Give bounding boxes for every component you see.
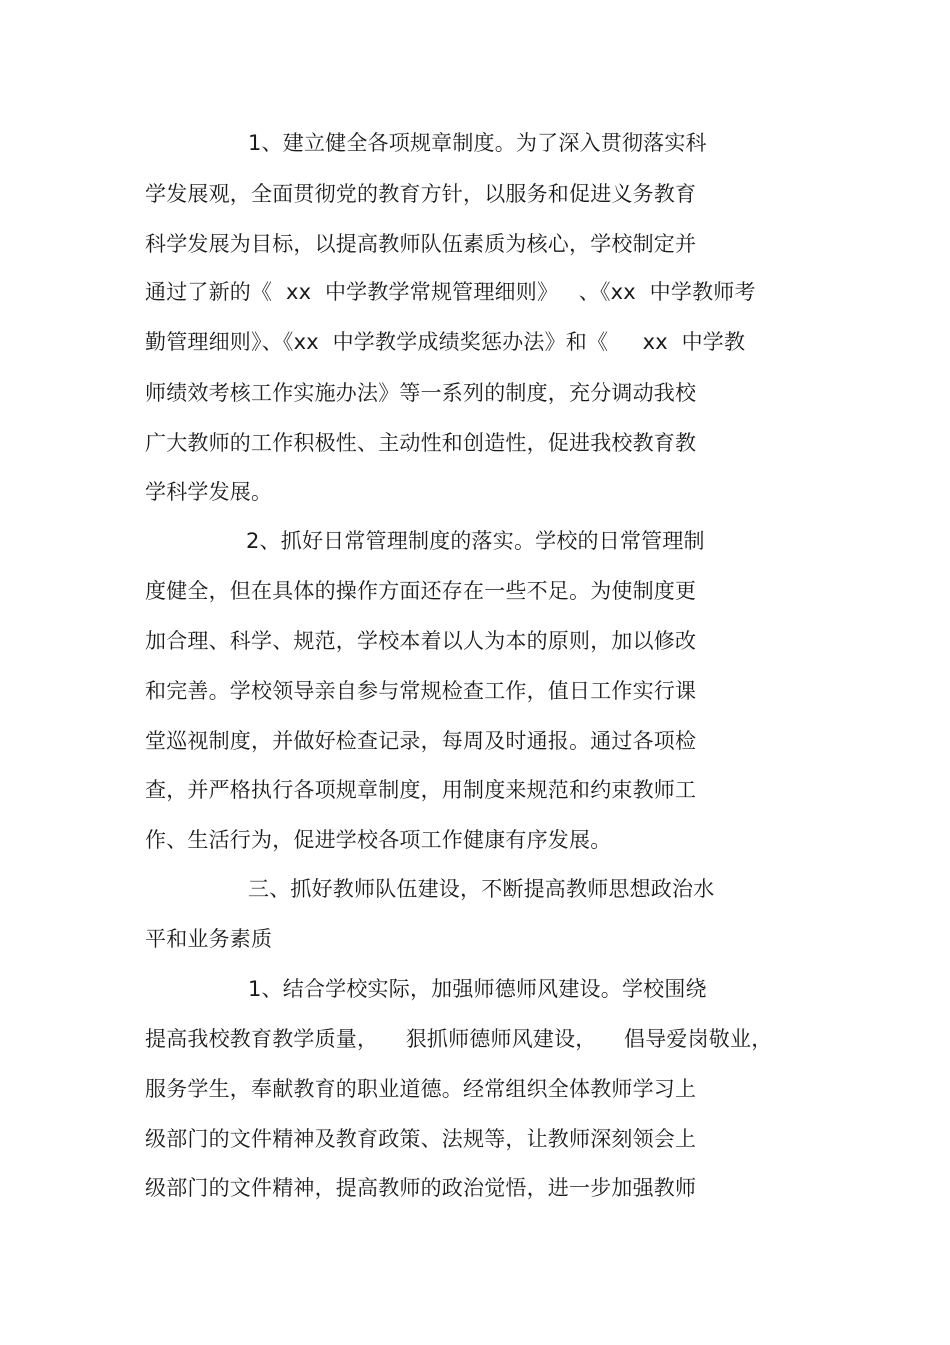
paragraph-1-line-2: 学发展观，全面贯彻党的教育方针，以服务和促进义务教育	[145, 182, 697, 206]
paragraph-1-line-1: 1、建立健全各项规章制度。为了深入贯彻落实科	[248, 131, 707, 155]
paragraph-2-line-4: 和完善。学校领导亲自参与常规检查工作，值日工作实行课	[145, 679, 697, 703]
paragraph-2-line-6: 查，并严格执行各项规章制度，用制度来规范和约束教师工	[145, 778, 697, 802]
section-heading-line-1: 三、抓好教师队伍建设，不断提高教师思想政治水	[248, 877, 715, 901]
paragraph-3-line-5: 级部门的文件精神，提高教师的政治觉悟，进一步加强教师	[145, 1176, 697, 1200]
section-heading-line-2: 平和业务素质	[145, 927, 273, 951]
paragraph-1-line-8: 学科学发展。	[145, 480, 273, 504]
paragraph-3-line-2: 提高我校教育教学质量， 狠抓师德师风建设， 倡导爱岗敬业，	[145, 1027, 773, 1051]
paragraph-1-line-3: 科学发展为目标，以提高教师队伍素质为核心，学校制定并	[145, 232, 697, 256]
paragraph-3-line-3: 服务学生，奉献教育的职业道德。经常组织全体教师学习上	[145, 1077, 697, 1101]
paragraph-2-line-1: 2、抓好日常管理制度的落实。学校的日常管理制	[246, 529, 705, 553]
paragraph-2-line-5: 堂巡视制度，并做好检查记录，每周及时通报。通过各项检	[145, 729, 697, 753]
paragraph-3-line-1: 1、结合学校实际，加强师德师风建设。学校围绕	[248, 977, 707, 1001]
paragraph-1-line-4: 通过了新的《 xx 中学教学常规管理细则》 、《xx 中学教师考	[145, 280, 756, 304]
paragraph-1-line-5: 勤管理细则》、《xx 中学教学成绩奖惩办法》和《 xx 中学教	[145, 330, 746, 354]
paragraph-2-line-2: 度健全，但在具体的操作方面还存在一些不足。为使制度更	[145, 579, 697, 603]
paragraph-1-line-6: 师绩效考核工作实施办法》等一系列的制度，充分调动我校	[145, 381, 697, 405]
paragraph-2-line-7: 作、生活行为，促进学校各项工作健康有序发展。	[145, 828, 612, 852]
paragraph-3-line-4: 级部门的文件精神及教育政策、法规等，让教师深刻领会上	[145, 1127, 697, 1151]
paragraph-1-line-7: 广大教师的工作积极性、主动性和创造性，促进我校教育教	[145, 431, 697, 455]
paragraph-2-line-3: 加合理、科学、规范，学校本着以人为本的原则，加以修改	[145, 629, 697, 653]
